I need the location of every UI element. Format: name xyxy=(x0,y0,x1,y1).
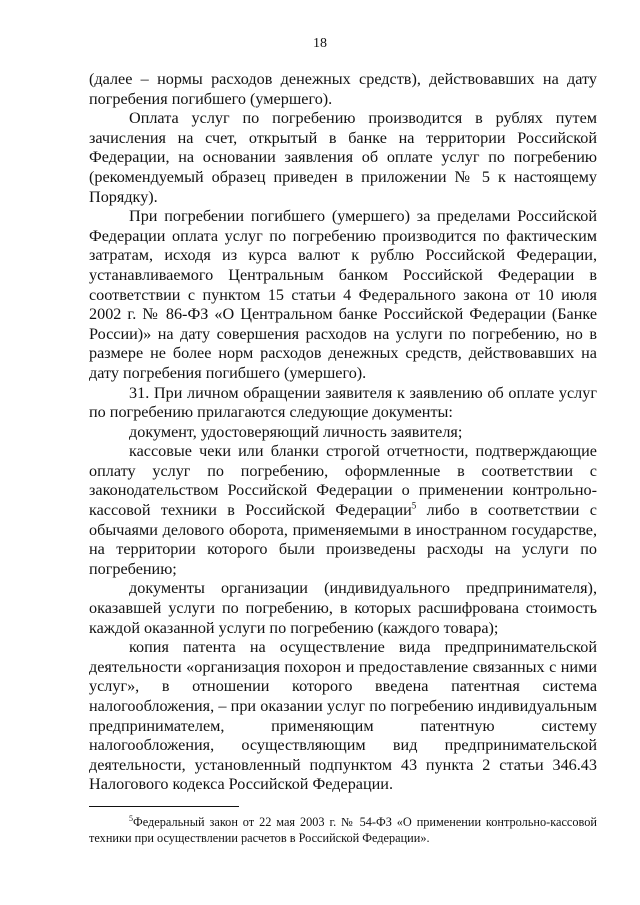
footnote-divider xyxy=(89,806,239,807)
paragraph-abroad-burial: При погребении погибшего (умершего) за пределами Российской Федерации оплата услуг по погребению производится по фактическим затратам, исходя из курса валют к рублю Российской Федерации, устанавливаемого Центральным банком Российской Федерации в соответствии с пунктом 15 статьи 4 Федерального закона от 10 июля 2002 г. № 86-ФЗ «О Центральном банке Российской Федерации (Банке России)» на дату совершения расходов на услуги по погребению, но в размере не более норм расходов денежных средств, действовавших на дату погребения погибшего (умершего). xyxy=(89,207,597,382)
footnote-reference: 5 xyxy=(411,500,417,511)
footnote-text: Федеральный закон от 22 мая 2003 г. № 54-ФЗ «О применении контрольно-кассовой техники при осуществлении расчетов в Российской Федерации». xyxy=(89,815,597,845)
cash-receipts-text: кассовые чеки или бланки строгой отчетности, подтверждающие оплату услуг по погребению, оформленные в соответствии с законодательством Российской Федерации о применении контрольно-кассовой техники в Российской Федерации xyxy=(89,442,597,520)
footnote xyxy=(89,814,597,846)
paragraph-item-31: 31. При личном обращении заявителя к заявлению об оплате услуг по погребению прилагаются следующие документы: xyxy=(89,383,597,422)
paragraph-payment-method: Оплата услуг по погребению производится в рублях путем зачисления на счет, открытый в банке на территории Российской Федерации, на основании заявления об оплате услуг по погребению (рекомендуемый образец приведен в приложении № 5 к настоящему Порядку). xyxy=(89,109,597,206)
footnote-mark: 5 xyxy=(129,813,133,823)
cash-receipts-text-continued: либо в соответствии с обычаями делового оборота, применяемыми в иностранном государстве, на территории которого были произведены расходы на услуги по погребению; xyxy=(89,501,597,578)
list-item-cash-receipts xyxy=(89,442,597,579)
list-item-patent-copy: копия патента на осуществление вида предпринимательской деятельности «организация похорон и предоставление связанных с ними услуг», в отношении которого введена патентная система налогообложения, – при оказании услуг по погребению индивидуальным предпринимателем, применяющим патентную систему налогообложения, осуществляющим вид предпринимательской деятельности, установленный подпунктом 43 пункта 2 статьи 346.43 Налогового кодекса Российской Федерации. xyxy=(89,638,597,794)
list-item-identity-document: документ, удостоверяющий личность заявителя; xyxy=(129,422,463,441)
list-item-organization-documents: документы организации (индивидуального предпринимателя), оказавшей услуги по погребению, в которых расшифрована стоимость каждой оказанной услуги по погребению (каждого товара); xyxy=(89,579,597,637)
page-number: 18 xyxy=(313,36,327,51)
paragraph-continuation: (далее – нормы расходов денежных средств), действовавших на дату погребения погибшего (умершего). xyxy=(89,70,597,108)
body-text xyxy=(89,70,597,795)
